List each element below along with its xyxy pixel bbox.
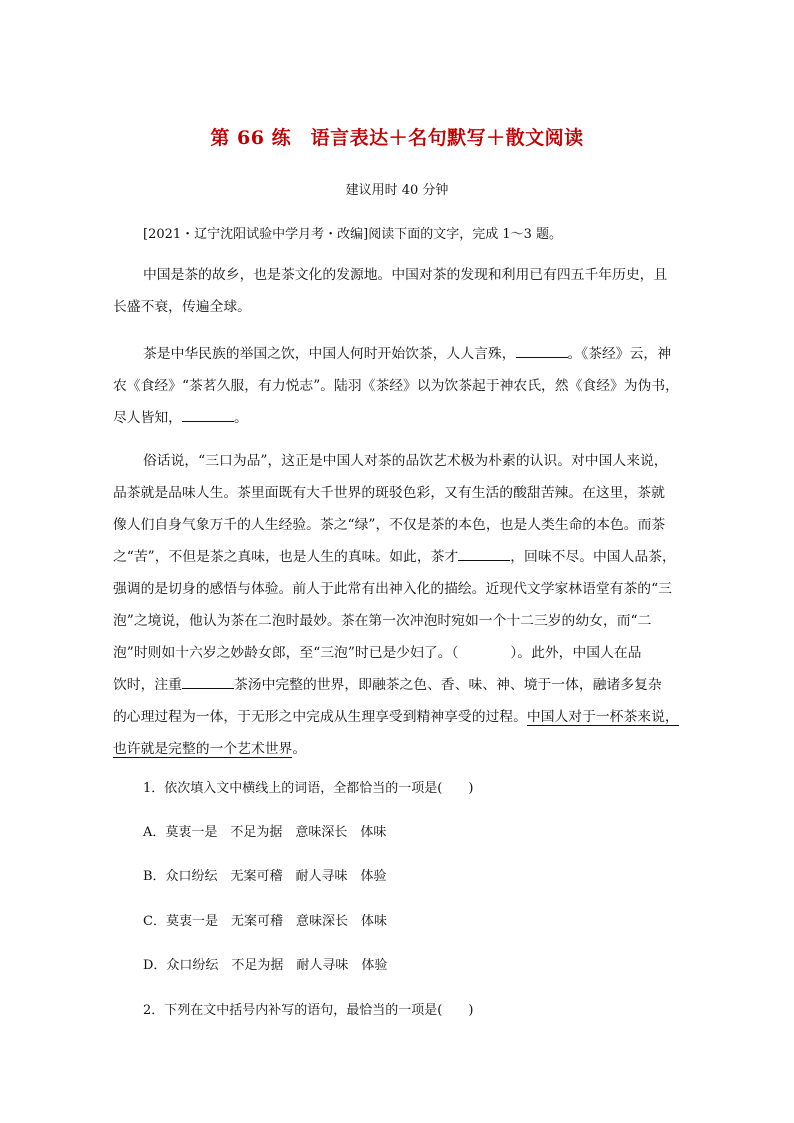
option-c: C．莫衷一是 无案可稽 意味深长 体味 — [143, 914, 387, 929]
question-1: 1．依次填入文中横线上的词语，全都恰当的一项是( ) — [143, 781, 474, 796]
option-b: B．众口纷纭 无案可稽 耐人寻味 体验 — [143, 869, 387, 884]
underlined-sentence: 中国人对于一杯茶来说， — [526, 709, 679, 725]
underlined-sentence: 也许就是完整的一个艺术世界 — [113, 741, 293, 757]
paragraph-line: 尽人皆知， 。 — [113, 402, 688, 434]
paragraph-line: 中国是茶的故乡，也是茶文化的发源地。中国对茶的发现和利用已有四五千年历史，且 — [143, 267, 668, 283]
option-a: A．莫衷一是 不足为据 意味深长 体味 — [143, 825, 387, 840]
option-d: D．众口纷纭 不足为据 耐人寻味 体验 — [143, 958, 388, 973]
paragraph-line: 俗话说，“三口为品”，这正是中国人对茶的品饮艺术极为朴素的认识。对中国人来说， — [143, 453, 668, 469]
fill-blank-1 — [516, 343, 568, 358]
question-2: 2．下列在文中括号内补写的语句，最恰当的一项是( ) — [143, 1003, 474, 1018]
paragraph-line: 茶是中华民族的举国之饮，中国人何时开始饮茶，人人言殊， 。《茶经》云，神 — [113, 338, 688, 370]
fill-blank-3 — [458, 546, 510, 561]
paragraph-line: 泡”时则如十六岁之妙龄女郎，至“三泡”时已是少妇了。（ ）。此外，中国人在品 — [113, 645, 642, 661]
paragraph-line: 长盛不衰，传遍全球。 — [113, 299, 251, 315]
paragraph-line: 也许就是完整的一个艺术世界。 — [113, 741, 307, 757]
page-title: 第 66 练 语言表达＋名句默写＋散文阅读 — [210, 127, 584, 149]
fill-blank-4 — [182, 674, 234, 689]
paragraph-line: 泡”之境说，他认为茶在二泡时最妙。茶在第一次冲泡时宛如一个十二三岁的幼女，而“二 — [113, 613, 652, 629]
paragraph-line: 品茶就是品味人生。茶里面既有大千世界的斑驳色彩，又有生活的酸甜苦辣。在这里，茶就 — [113, 485, 665, 501]
fill-blank-2 — [182, 407, 234, 422]
paragraph-2 — [113, 338, 688, 434]
paragraph-line: 饮时，注重 茶汤中完整的世界，即融茶之色、香、味、神、境于一体，融诸多复杂 — [113, 669, 688, 701]
paragraph-line: 强调的是切身的感悟与体验。前人于此常有出神入化的描绘。近现代文学家林语堂有茶的“三 — [113, 581, 672, 597]
suggested-time: 建议用时 40 分钟 — [345, 183, 449, 198]
paragraph-3 — [113, 445, 688, 765]
paragraph-line: 的心理过程为一体，于无形之中完成从生理享受到精神享受的过程。中国人对于一杯茶来说， — [113, 709, 679, 725]
paragraph-line: 之“苦”，不但是茶之真味，也是人生的真味。如此，茶才 ，回味不尽。中国人品茶， — [113, 541, 688, 573]
paragraph-1 — [113, 259, 688, 323]
paragraph-line: 像人们自身气象万千的人生经验。茶之“绿”，不仅是茶的本色，也是人类生命的本色。而茶 — [113, 517, 666, 533]
paragraph-line: 农《食经》“茶茗久服，有力悦志”。陆羽《茶经》以为饮茶起于神农氏，然《食经》为伪书， — [113, 378, 679, 394]
source-note: [2021・辽宁沈阳试验中学月考・改编]阅读下面的文字，完成 1～3 题。 — [143, 227, 563, 242]
